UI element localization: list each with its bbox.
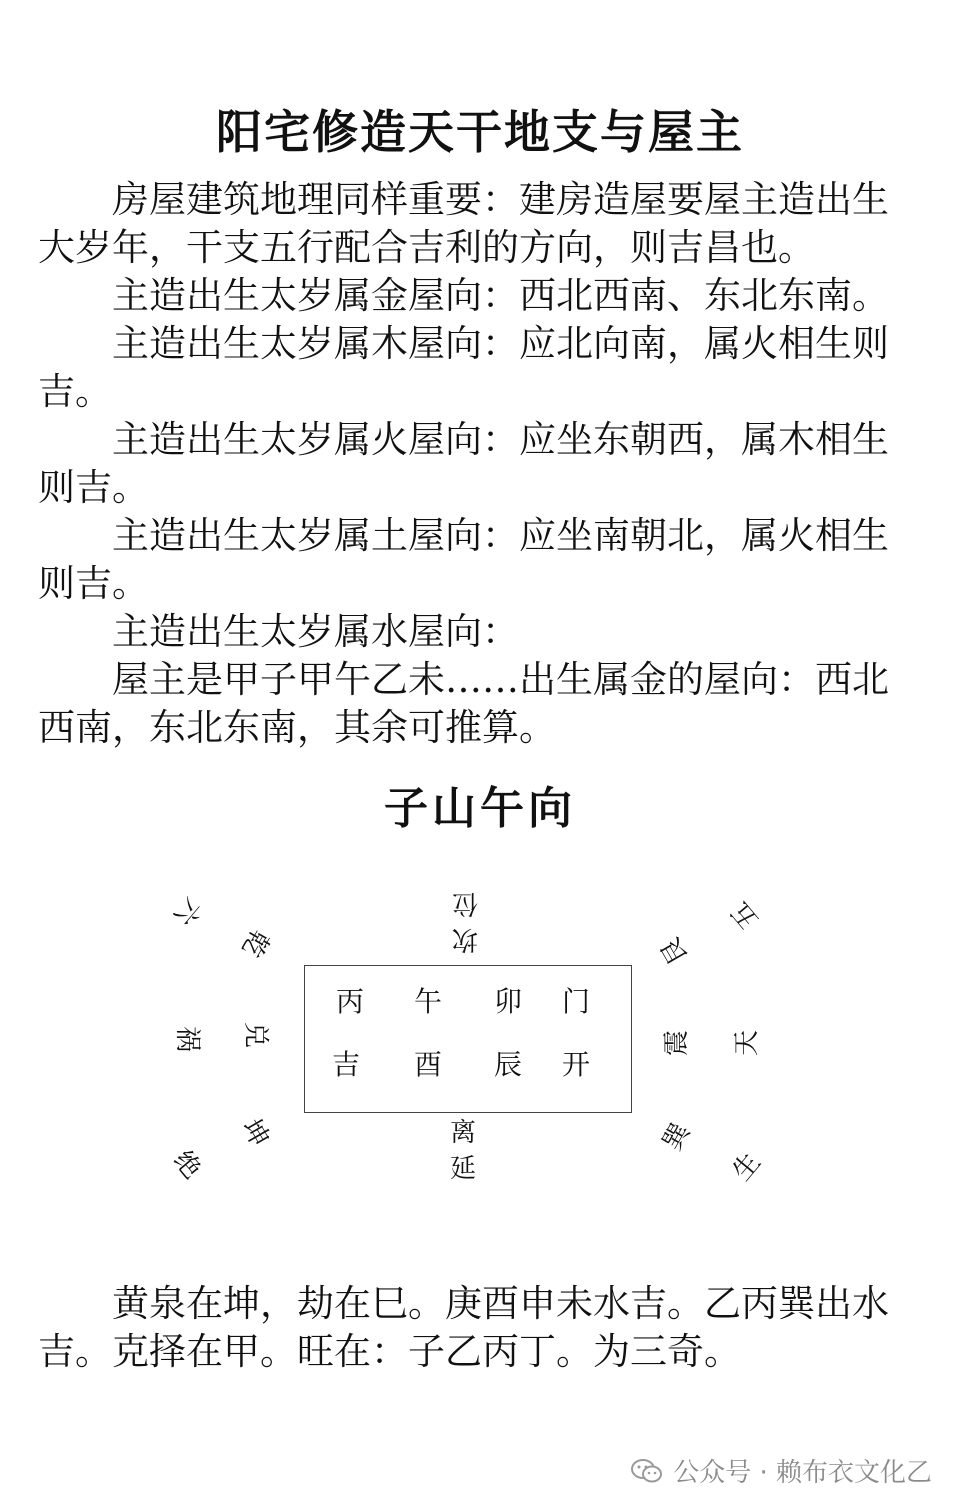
orientation-diagram <box>0 860 960 1220</box>
paragraph: 主造出生太岁属木屋向：应北向南，属火相生则吉。 <box>38 322 889 413</box>
glyph-left-inner: 坤 <box>235 1114 275 1152</box>
closing-text <box>38 1280 938 1376</box>
page-title: 阳宅修造天干地支与屋主 <box>216 105 744 159</box>
glyph-bottom: 离 <box>449 1118 476 1148</box>
box-cell: 卯 <box>493 985 522 1018</box>
glyph-left-outer: 六 <box>167 891 207 931</box>
body-text <box>38 176 918 752</box>
glyph-right-inner: 艮 <box>655 932 695 970</box>
watermark-text: 公众号 · 赖布衣文化乙 <box>673 1458 932 1488</box>
watermark <box>631 1452 932 1489</box>
paragraph: 主造出生太岁属水屋向： <box>112 610 519 653</box>
glyph-left-inner: 乾 <box>235 924 275 962</box>
box-cell: 丙 <box>335 985 364 1018</box>
paragraph: 屋主是甲子甲午乙未……出生属金的屋向：西北西南，东北东南，其余可推算。 <box>38 658 889 749</box>
glyph-right-inner: 巽 <box>657 1118 697 1156</box>
box-cell: 辰 <box>493 1048 522 1081</box>
box-cell: 开 <box>561 1048 590 1081</box>
glyph-bottom: 延 <box>449 1154 476 1184</box>
paragraph: 主造出生太岁属金屋向：西北西南、东北东南。 <box>112 274 889 317</box>
paragraph: 主造出生太岁属火屋向：应坐东朝西，属木相生则吉。 <box>38 418 889 509</box>
paragraph: 主造出生太岁属土屋向：应坐南朝北，属火相生则吉。 <box>38 514 889 605</box>
glyph-left-outer: 祸 <box>172 1025 202 1052</box>
glyph-right-outer: 五 <box>725 895 765 935</box>
paragraph: 黄泉在坤，劫在巳。庚酉申未水吉。乙丙巽出水吉。克择在甲。旺在：子乙丙丁。为三奇。 <box>38 1282 889 1373</box>
box-cell: 午 <box>413 985 442 1018</box>
glyph-top: 位 <box>452 888 479 918</box>
glyph-right-inner: 震 <box>662 1030 692 1057</box>
glyph-right-outer: 天 <box>732 1030 762 1057</box>
box-cell: 酉 <box>413 1048 442 1081</box>
glyph-right-outer: 生 <box>727 1147 767 1187</box>
diagram-title: 子山午向 <box>384 783 576 834</box>
glyph-left-outer: 绝 <box>167 1145 207 1185</box>
glyph-top: 坎 <box>452 924 479 954</box>
wechat-official-account-icon <box>631 1458 663 1484</box>
box-cell: 吉 <box>331 1048 360 1081</box>
box-cell: 门 <box>561 985 590 1018</box>
glyph-left-inner: 兑 <box>240 1021 270 1048</box>
paragraph: 房屋建筑地理同样重要：建房造屋要屋主造出生大岁年，干支五行配合吉利的方向，则吉昌也。 <box>38 178 889 269</box>
